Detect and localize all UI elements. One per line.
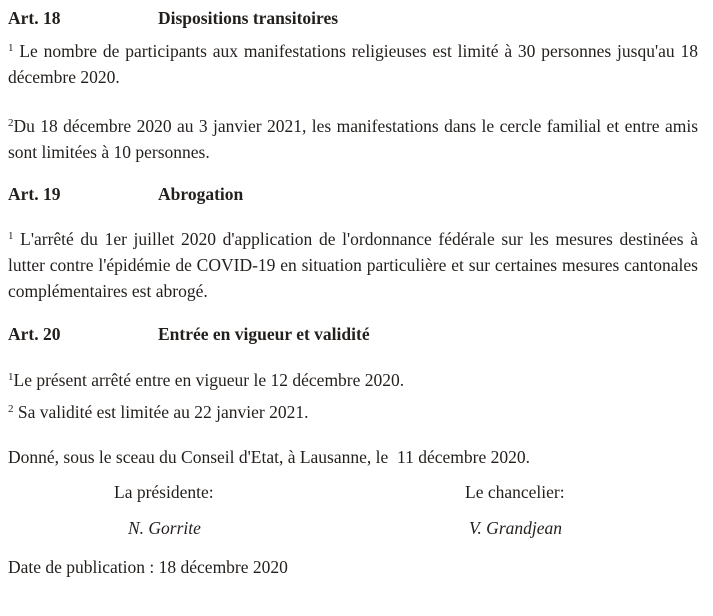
article-20-paragraph-1 bbox=[8, 369, 404, 391]
article-number: Art. 18 bbox=[8, 8, 61, 28]
article-18-paragraph-1 bbox=[8, 38, 698, 90]
article-20-paragraph-2 bbox=[8, 401, 309, 423]
paragraph-number: 2 bbox=[8, 117, 14, 129]
signatory-role-president: La présidente: bbox=[114, 482, 214, 502]
paragraph-number: 1 bbox=[8, 371, 14, 383]
paragraph-number: 2 bbox=[8, 403, 14, 415]
paragraph-text: Le présent arrêté entre en vigueur le 12 décembre 2020. bbox=[13, 370, 405, 390]
paragraph-text: Sa validité est limitée au 22 janvier 2021. bbox=[13, 402, 309, 422]
paragraph-text: L'arrêté du 1er juillet 2020 d'application de l'ordonnance fédérale sur les mesures destinées à lutter contre l'épidémie de COVID-19 en situation particulière et sur certaines mesures cantonales complémentaires est abrogé. bbox=[8, 229, 698, 301]
paragraph-text: Le nombre de participants aux manifestations religieuses est limité à 30 personnes jusqu'au 18 décembre 2020. bbox=[8, 41, 698, 87]
article-title: Abrogation bbox=[158, 184, 244, 204]
article-number: Art. 19 bbox=[8, 184, 61, 204]
article-title: Dispositions transitoires bbox=[158, 8, 339, 28]
paragraph-text: Du 18 décembre 2020 au 3 janvier 2021, les manifestations dans le cercle familial et entre amis sont limitées à 10 personnes. bbox=[8, 116, 698, 162]
signatory-role-chancellor: Le chancelier: bbox=[465, 482, 565, 502]
paragraph-number: 1 bbox=[8, 42, 14, 54]
paragraph-number: 1 bbox=[8, 230, 14, 242]
article-19-paragraph-1 bbox=[8, 226, 698, 304]
article-title: Entrée en vigueur et validité bbox=[158, 324, 370, 344]
article-18-paragraph-2 bbox=[8, 113, 698, 165]
publication-date: Date de publication : 18 décembre 2020 bbox=[8, 557, 288, 577]
article-number: Art. 20 bbox=[8, 324, 61, 344]
signatory-name-president: N. Gorrite bbox=[128, 518, 201, 538]
given-statement: Donné, sous le sceau du Conseil d'Etat, à Lausanne, le 11 décembre 2020. bbox=[8, 447, 531, 467]
signatory-name-chancellor: V. Grandjean bbox=[469, 518, 563, 538]
